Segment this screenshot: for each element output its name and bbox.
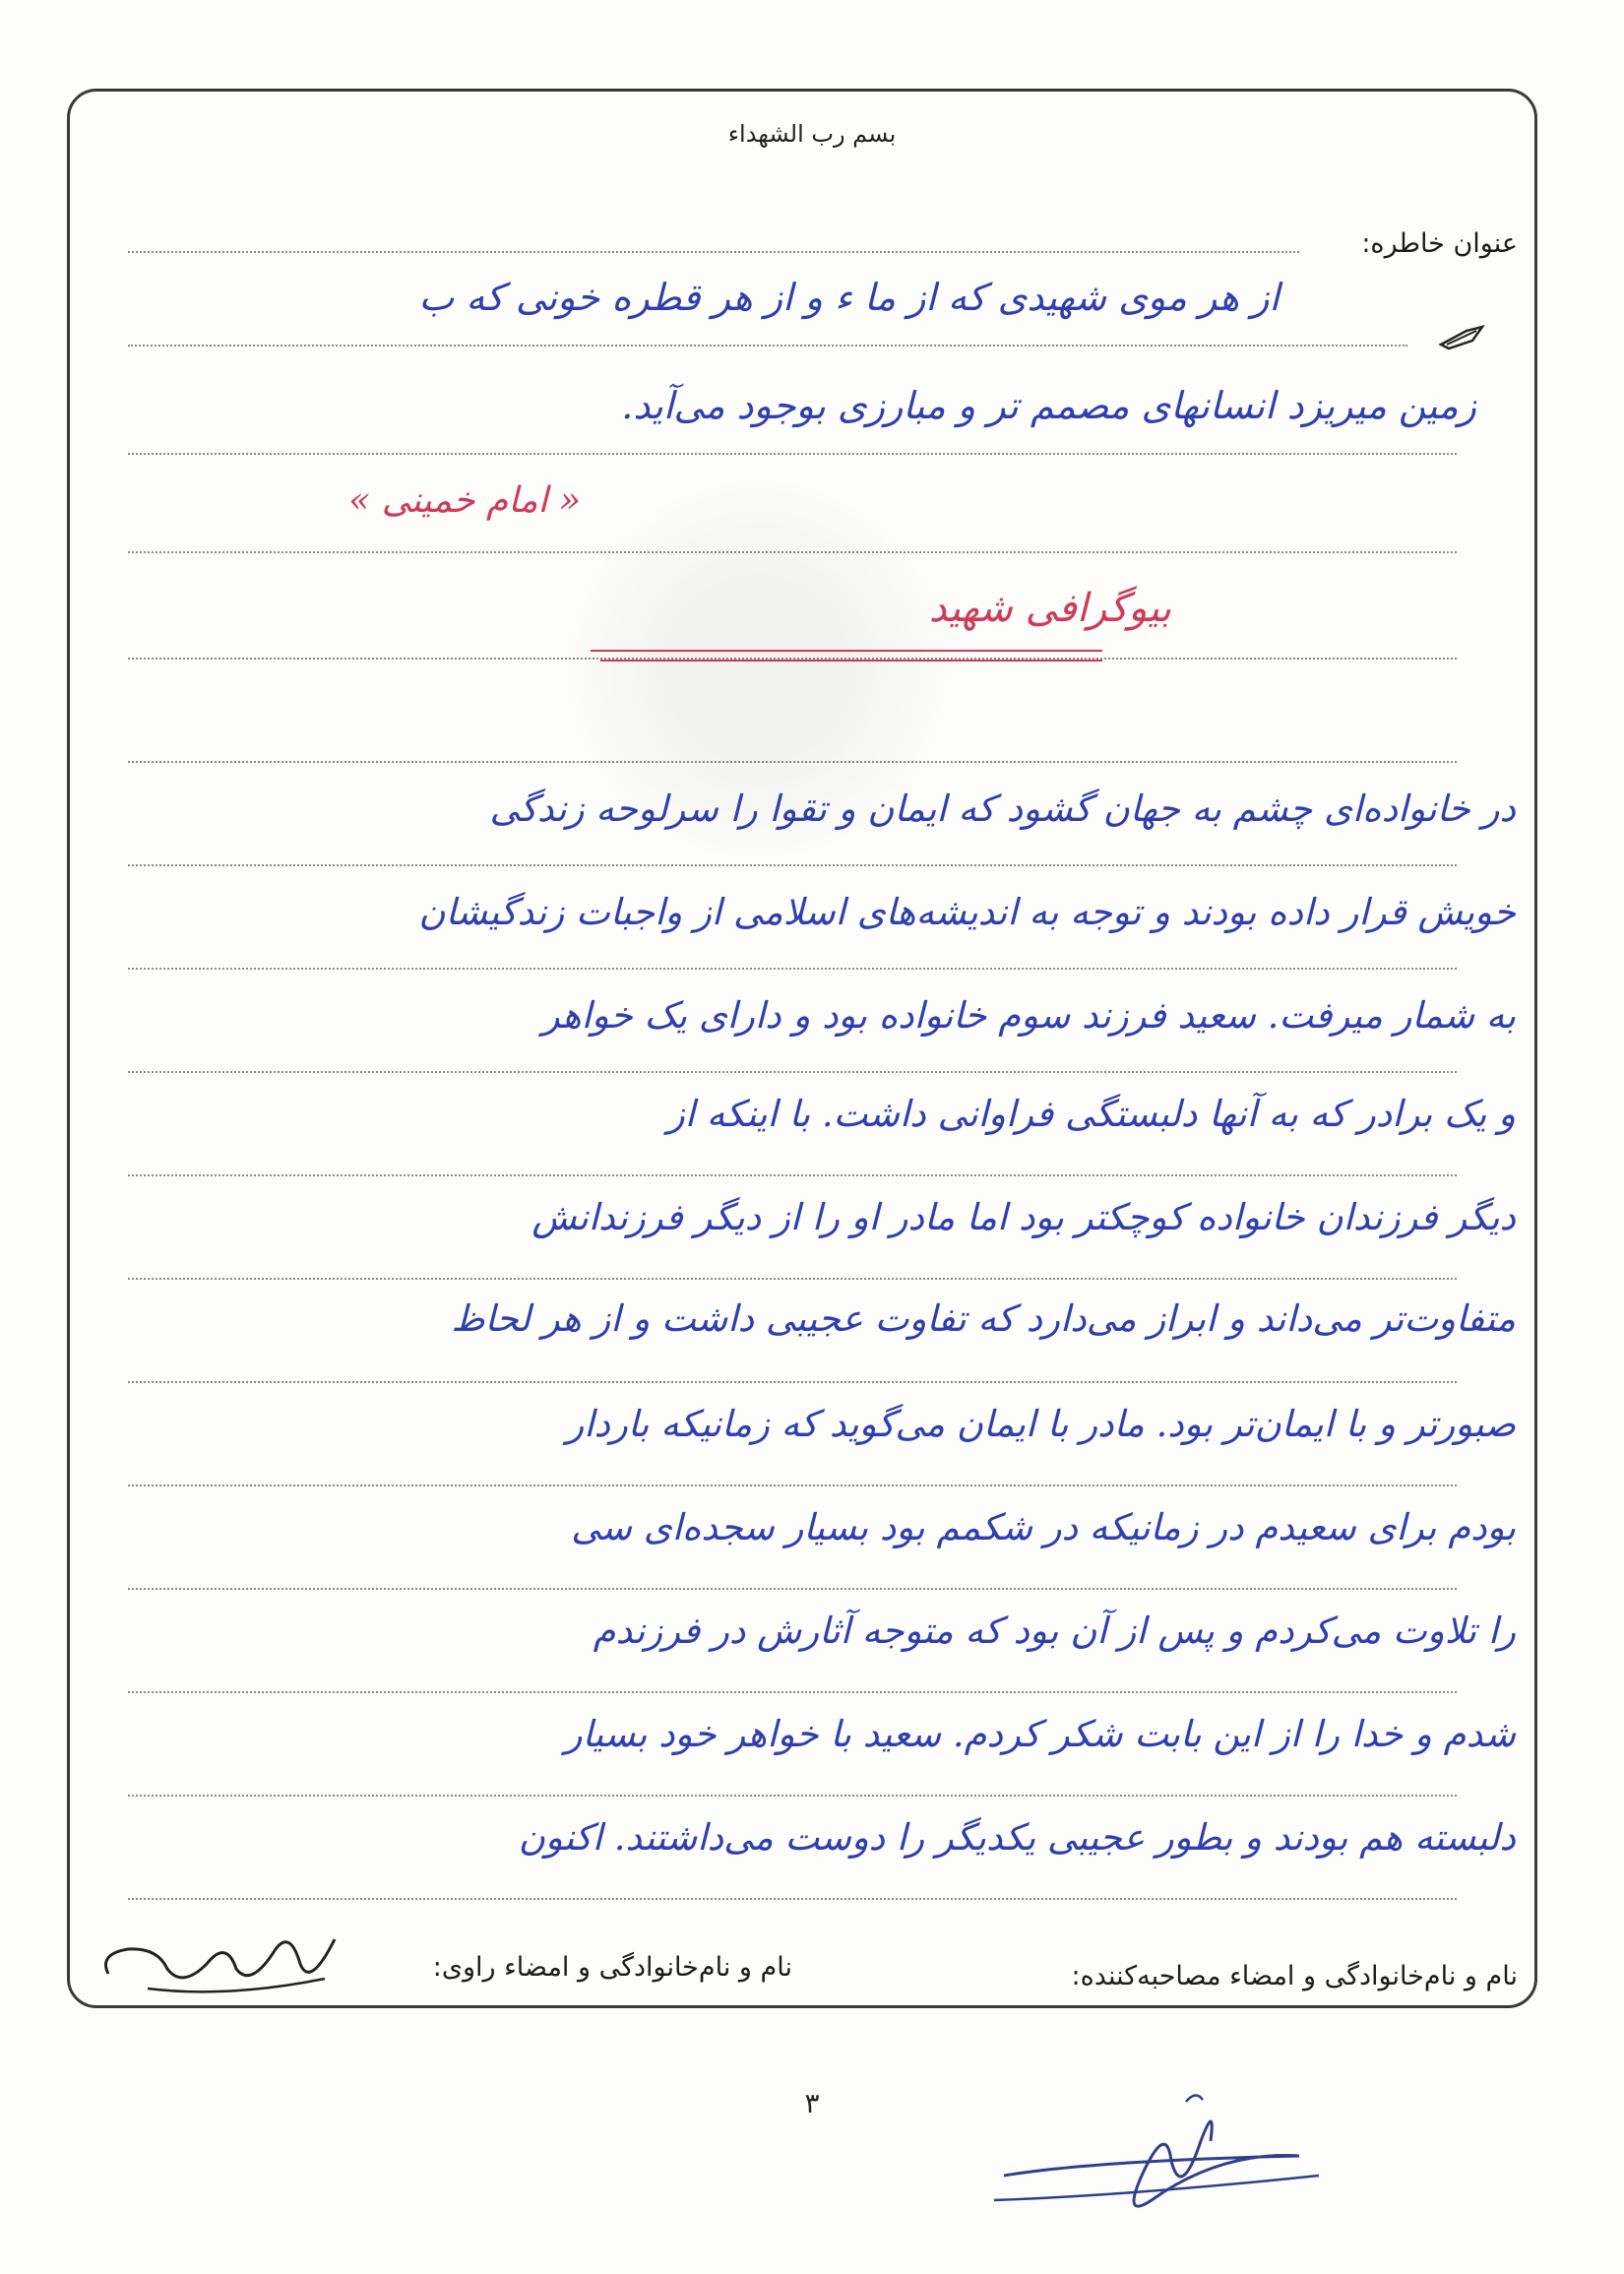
body-line: خویش قرار داده بودند و توجه به اندیشه‌های اسلامی از واجبات زندگیشان [418, 891, 1516, 933]
rule-line [128, 251, 1299, 253]
interviewer-signature [974, 2082, 1329, 2234]
rule-line [128, 1484, 1457, 1486]
title-label: عنوان خاطره: [1361, 228, 1518, 259]
quote-line: از هر موی شهیدی که از ما ء و از هر قطره خونی که ب [418, 276, 1280, 319]
body-line: شدم و خدا را از این بابت شکر کردم. سعید با خواهر خود بسیار [564, 1713, 1516, 1755]
body-line: متفاوت‌تر می‌داند و ابراز می‌دارد که تفاوت عجیبی داشت و از هر لحاظ [451, 1297, 1516, 1340]
body-line: بودم برای سعیدم در زمانیکه در شکمم بود بسیار سجده‌ای سی [571, 1506, 1516, 1548]
body-line: را تلاوت می‌کردم و پس از آن بود که متوجه آثارش در فرزندم [593, 1610, 1516, 1652]
quote-attribution: « امام خمینی » [348, 480, 581, 521]
rule-line [128, 1278, 1457, 1280]
rule-line [128, 864, 1457, 866]
body-line: دیگر فرزندان خانواده کوچکتر بود اما مادر او را از دیگر فرزندانش [531, 1196, 1516, 1238]
quote-line: زمین میریزد انسانهای مصمم تر و مبارزی بوجود می‌آید. [621, 384, 1476, 427]
heading-underline [591, 650, 1102, 652]
rule-line [128, 1898, 1457, 1900]
body-line: دلبسته هم بودند و بطور عجیبی یکدیگر را دوست می‌داشتند. اکنون [518, 1816, 1516, 1859]
heading-underline [600, 660, 1102, 662]
section-heading: بیوگرافی شهید [928, 586, 1171, 631]
rule-line [128, 453, 1457, 455]
narrator-signature [89, 1920, 354, 2012]
rule-line [128, 1174, 1457, 1176]
page-number: ۳ [804, 2087, 820, 2119]
narrator-label: نام و نام‌خانوادگی و امضاء راوی: [432, 1952, 792, 1983]
page-header: بسم رب الشهداء [727, 120, 897, 148]
rule-line [128, 761, 1457, 763]
body-line: و یک برادر که به آنها دلبستگی فراوانی داشت. با اینکه از [666, 1093, 1516, 1135]
rule-line [128, 968, 1457, 970]
rule-line [128, 1381, 1457, 1383]
interviewer-label: نام و نام‌خانوادگی و امضاء مصاحبه‌کننده: [1071, 1961, 1518, 1991]
rule-line [128, 1691, 1457, 1693]
rule-line [128, 345, 1407, 347]
body-line: صبورتر و با ایمان‌تر بود. مادر با ایمان می‌گوید که زمانیکه باردار [566, 1403, 1516, 1445]
rule-line [128, 1795, 1457, 1797]
body-line: در خانواده‌ای چشم به جهان گشود که ایمان و تقوا را سرلوحه زندگی [489, 788, 1516, 830]
rule-line [128, 1071, 1457, 1073]
rule-line [128, 1588, 1457, 1590]
pen-icon [1437, 323, 1488, 356]
rule-line [128, 551, 1457, 553]
body-line: به شمار میرفت. سعید فرزند سوم خانواده بود و دارای یک خواهر [541, 994, 1516, 1037]
